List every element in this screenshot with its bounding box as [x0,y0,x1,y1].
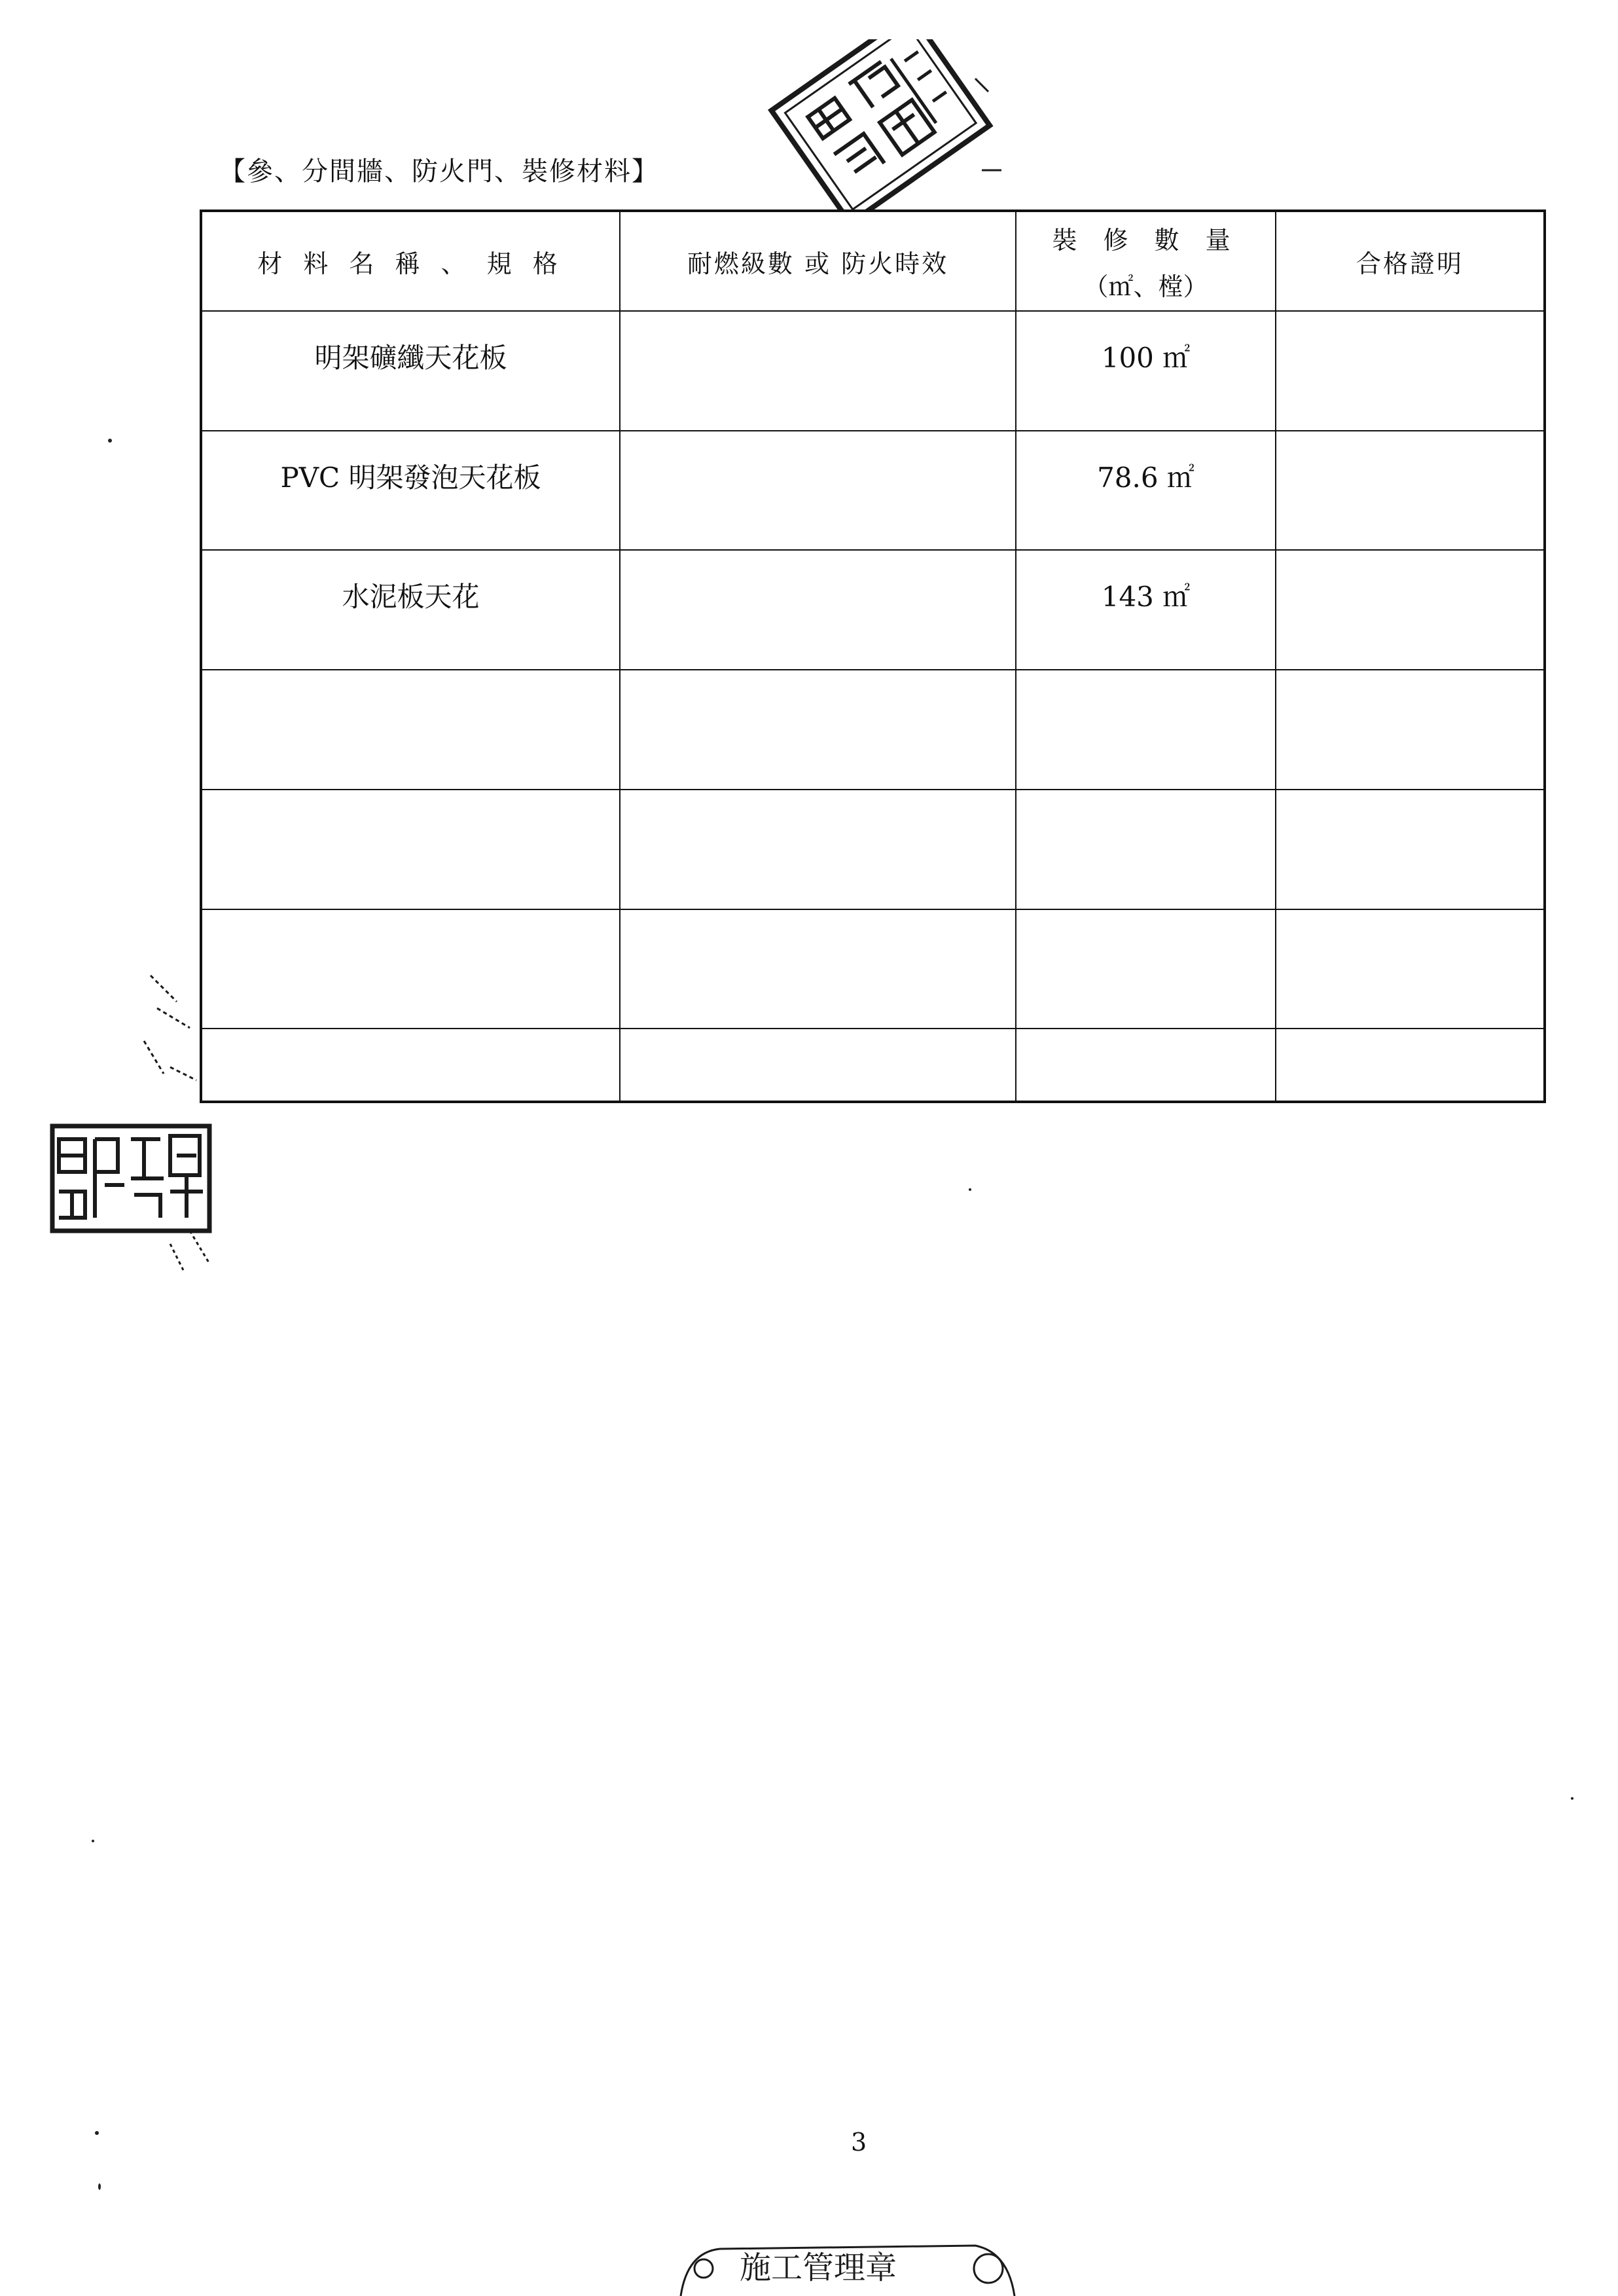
header-quantity [1016,211,1276,311]
scan-speck [98,2183,101,2190]
scan-speck [1571,1797,1573,1800]
cell-certificate [1276,790,1545,909]
scan-speck [108,439,112,443]
cell-quantity [1016,790,1276,909]
cell-fire-rating [620,1029,1016,1102]
cell-certificate [1276,670,1545,790]
stamp-text: 施工管理章 [740,2250,897,2286]
cell-certificate [1276,1029,1545,1102]
cell-certificate [1276,909,1545,1029]
cell-fire-rating [620,311,1016,431]
header-fire-rating: 耐燃級數 或 防火時效 [620,211,1016,311]
header-material-name: 材 料 名 稱 、 規 格 [201,211,620,311]
table-row [201,431,1545,551]
cell-material-name [201,790,620,909]
table-header-row [201,211,1545,311]
cell-quantity: 78.6 ㎡ [1016,431,1276,551]
cell-fire-rating [620,431,1016,551]
section-heading: 【參、分間牆、防火門、裝修材料】 [219,156,659,187]
scan-speck [92,1840,94,1842]
table-row [201,311,1545,431]
header-quantity-label: 裝 修 數 量 [1052,226,1240,255]
cell-quantity [1016,909,1276,1029]
cell-fire-rating [620,790,1016,909]
cell-certificate [1276,311,1545,431]
official-seal-stamp-top [753,39,1001,210]
cell-fire-rating [620,670,1016,790]
cell-material-name: PVC 明架發泡天花板 [201,431,620,551]
official-seal-stamp-left [39,969,223,1283]
scan-speck [969,1188,971,1191]
cell-material-name [201,1029,620,1102]
cell-fire-rating [620,550,1016,670]
cell-material-name [201,670,620,790]
cell-material-name [201,909,620,1029]
cell-material-name: 水泥板天花 [201,550,620,670]
table-row [201,550,1545,670]
cell-material-name: 明架礦纖天花板 [201,311,620,431]
construction-manager-seal-stamp [668,2239,1021,2296]
page-number: 3 [851,2128,867,2157]
table-row [201,909,1545,1029]
cell-quantity [1016,1029,1276,1102]
cell-quantity [1016,670,1276,790]
table-row [201,1029,1545,1102]
materials-table [200,210,1546,1103]
table-row [201,790,1545,909]
cell-certificate [1276,431,1545,551]
header-certificate: 合格證明 [1276,211,1545,311]
table-row [201,670,1545,790]
cell-fire-rating [620,909,1016,1029]
header-quantity-unit: （㎡、樘） [1083,272,1208,301]
cell-quantity: 100 ㎡ [1016,311,1276,431]
cell-certificate [1276,550,1545,670]
scan-speck [95,2131,99,2135]
cell-quantity: 143 ㎡ [1016,550,1276,670]
